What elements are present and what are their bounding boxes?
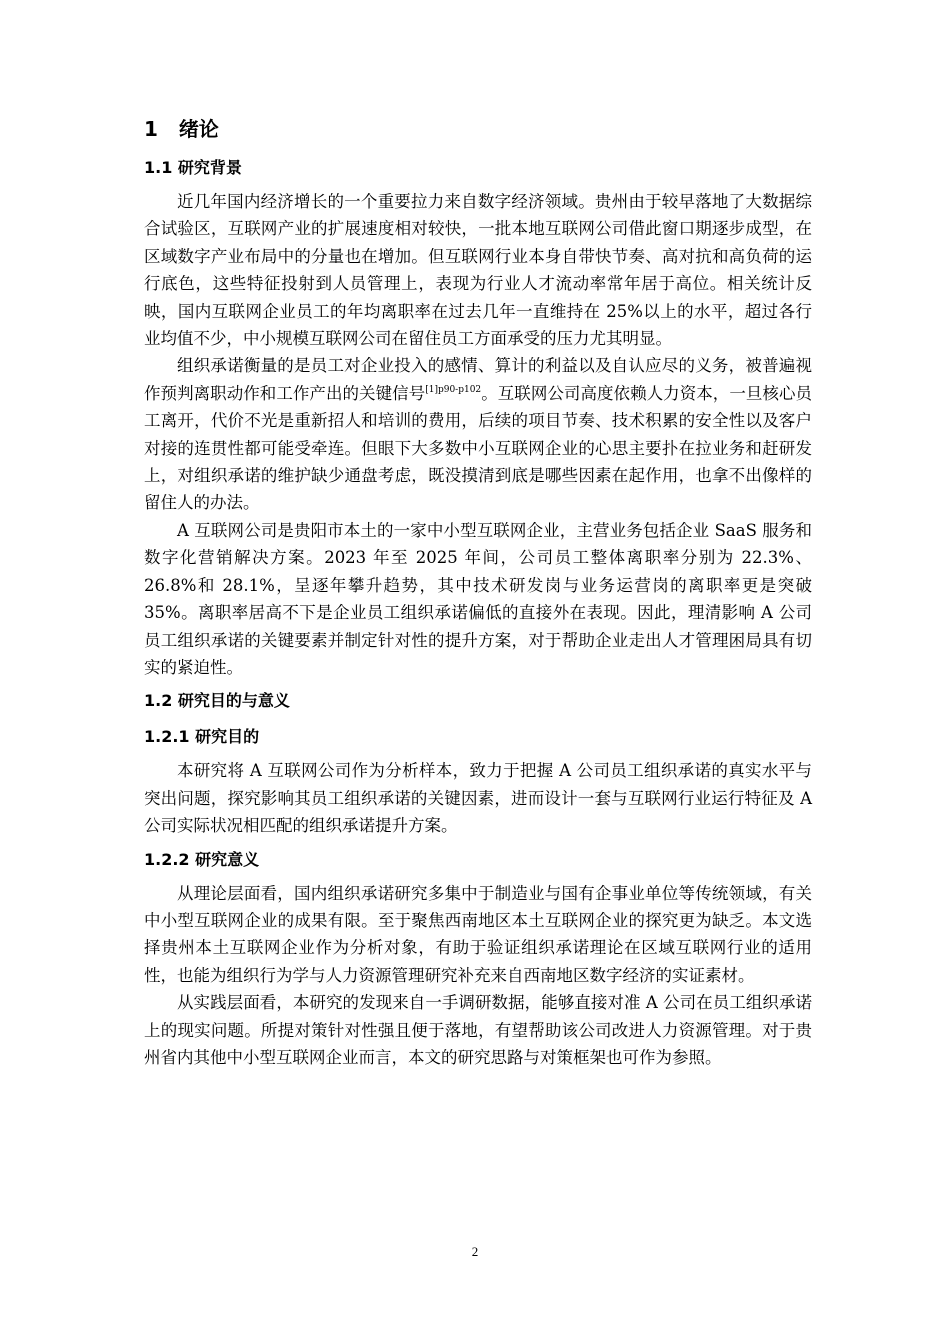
page-content bbox=[144, 112, 812, 1071]
chapter-title: 绪论 bbox=[178, 117, 219, 141]
subsection-heading-1-2-1: 1.2.1 研究目的 bbox=[144, 727, 260, 747]
page-number: 2 bbox=[471, 1244, 479, 1259]
chapter-heading bbox=[144, 112, 812, 146]
section-heading-1-1: 1.1 研究背景 bbox=[144, 158, 242, 177]
paragraph: 本研究将 A 互联网公司作为分析样本，致力于把握 A 公司员工组织承诺的真实水平与突出问题，探究影响其员工组织承诺的关键因素，进而设计一套与互联网行业运行特征及 A 公司实际状况相匹配的组织承诺提升方案。 bbox=[144, 761, 812, 836]
paragraph: 近几年国内经济增长的一个重要拉力来自数字经济领域。贵州由于较早落地了大数据综合试验区，互联网产业的扩展速度相对较快，一批本地互联网公司借此窗口期逐步成型，在区域数字产业布局中的分量也在增加。但互联网行业本身自带快节奏、高对抗和高负荷的运行底色，这些特征投射到人员管理上，表现为行业人才流动率常年居于高位。相关统计反映，国内互联网企业员工的年均离职率在过去几年一直维持在 25%以上的水平，超过各行业均值不少，中小规模互联网公司在留住员工方面承受的压力尤其明显。 bbox=[144, 192, 812, 349]
citation-superscript: [1]p90-p102 bbox=[425, 384, 482, 395]
subsection-heading-1-2-2: 1.2.2 研究意义 bbox=[144, 849, 260, 869]
chapter-number: 1 bbox=[144, 117, 158, 141]
paragraph: A 互联网公司是贵阳市本土的一家中小型互联网企业，主营业务包括企业 SaaS 服务和数字化营销解决方案。2023 年至 2025 年间，公司员工整体离职率分别为 22.3%、26.8%和 28.1%，呈逐年攀升趋势，其中技术研发岗与业务运营岗的离职率更是突破 35%。离职率居高不下是企业员工组织承诺偏低的直接外在表现。因此，理清影响 A 公司员工组织承诺的关键要素并制定针对性的提升方案，对于帮助企业走出人才管理困局具有切实的紧迫性。 bbox=[144, 520, 812, 677]
paragraph-text: 组织承诺衡量的是员工对企业投入的感情、算计的利益以及自认应尽的义务，被普遍视作预判离职动作和工作产出的关键信号 bbox=[144, 356, 812, 403]
paragraph: 从实践层面看，本研究的发现来自一手调研数据，能够直接对准 A 公司在员工组织承诺上的现实问题。所提对策针对性强且便于落地，有望帮助该公司改进人力资源管理。对于贵州省内其他中小型互联网企业而言，本文的研究思路与对策框架也可作为参照。 bbox=[144, 993, 812, 1067]
paragraph: 从理论层面看，国内组织承诺研究多集中于制造业与国有企事业单位等传统领域，有关中小型互联网企业的成果有限。至于聚焦西南地区本土互联网企业的探究更为缺乏。本文选择贵州本土互联网企业作为分析对象，有助于验证组织承诺理论在区域互联网行业的适用性，也能为组织行为学与人力资源管理研究补充来自西南地区数字经济的实证素材。 bbox=[144, 883, 812, 985]
paragraph-text: 。互联网公司高度依赖人力资本，一旦核心员工离开，代价不光是重新招人和培训的费用，后续的项目节奏、技术积累的安全性以及客户对接的连贯性都可能受牵连。但眼下大多数中小互联网企业的心思主要扑在拉业务和赶研发上，对组织承诺的维护缺少通盘考虑，既没摸清到底是哪些因素在起作用，也拿不出像样的留住人的办法。 bbox=[144, 383, 813, 513]
paragraph bbox=[144, 352, 812, 516]
section-heading-1-2: 1.2 研究目的与意义 bbox=[144, 691, 290, 711]
